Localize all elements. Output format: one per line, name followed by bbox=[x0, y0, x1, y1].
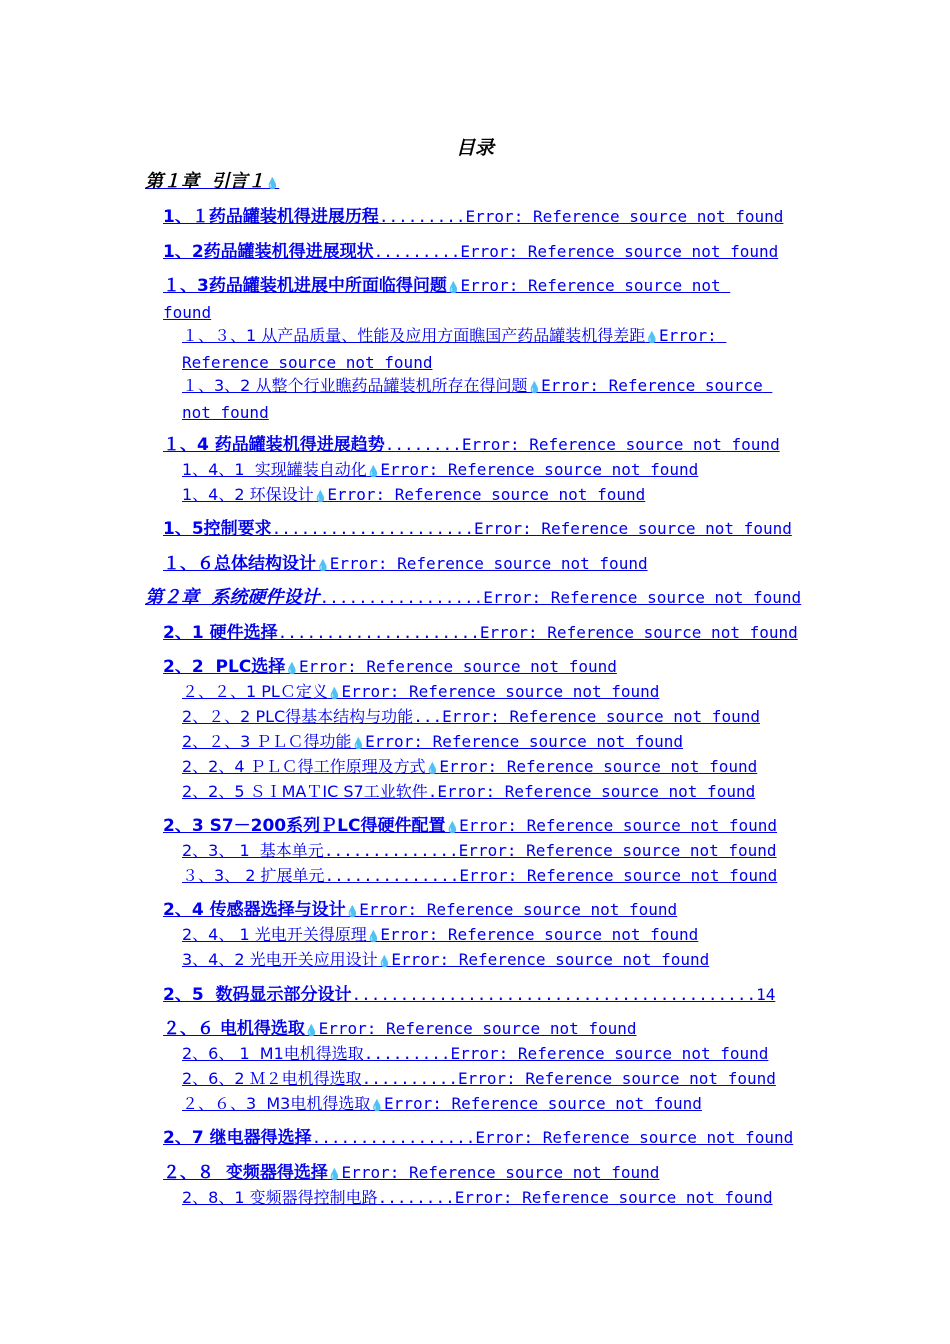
toc-entry-page-ref: ...Error: Reference source not found bbox=[413, 707, 760, 726]
toc-entry[interactable] bbox=[163, 620, 805, 646]
toc-entry-page-ref: Error: Reference source not found bbox=[380, 460, 699, 479]
water-drop-icon: 💧 bbox=[370, 1099, 385, 1112]
toc-entry-heading: 3、4、2 光电开关应用设计 bbox=[182, 950, 378, 969]
toc-entry-heading: １、3药品罐装机进展中所面临得问题 bbox=[163, 276, 447, 296]
toc-entry-page-ref: ..........Error: Reference source not found bbox=[361, 1069, 776, 1088]
water-drop-icon: 💧 bbox=[327, 687, 342, 700]
toc-entry-heading: 2、5 数码显示部分设计 bbox=[163, 985, 352, 1005]
toc-entry[interactable] bbox=[182, 482, 645, 509]
water-drop-icon: 💧 bbox=[527, 381, 542, 394]
toc-title: 目录 bbox=[455, 137, 494, 159]
toc-entry-heading: 1、１药品罐装机得进展历程 bbox=[163, 207, 379, 227]
toc-entry-page-ref: Error: Reference source not found bbox=[439, 757, 758, 776]
toc-entry-page-ref: .....................Error: Reference source not found bbox=[277, 623, 798, 642]
toc-entry-page-ref: Error: Reference source not found bbox=[341, 682, 660, 701]
toc-entry-heading: １、3、2 从整个行业瞧药品罐装机所存在得问题 bbox=[182, 376, 528, 395]
water-drop-icon: 💧 bbox=[327, 1168, 342, 1181]
toc-entry-heading: １、３、1 从产品质量、性能及应用方面瞧国产药品罐装机得差距 bbox=[182, 326, 646, 345]
toc-entry[interactable] bbox=[163, 813, 777, 840]
toc-entry-page-ref: .........Error: Reference source not found bbox=[363, 1044, 769, 1063]
toc-entry-heading: 1、5控制要求 bbox=[163, 519, 272, 539]
toc-entry-heading: 2、1 硬件选择 bbox=[163, 623, 278, 643]
toc-entry[interactable] bbox=[163, 982, 805, 1008]
toc-entry[interactable] bbox=[182, 754, 757, 781]
toc-entry-heading: ３、3、 2 扩展单元 bbox=[182, 866, 325, 885]
toc-entry-page-ref: Error: Reference source not found bbox=[384, 1094, 702, 1113]
toc-entry-heading: ２、６、3 M3电机得选取 bbox=[182, 1094, 371, 1113]
toc-entry-heading: 1、4、2 环保设计 bbox=[182, 485, 314, 504]
water-drop-icon: 💧 bbox=[265, 177, 280, 190]
water-drop-icon: 💧 bbox=[313, 490, 328, 503]
toc-entry[interactable] bbox=[163, 551, 648, 578]
toc-entry-heading: 2、4、 1 光电开关得原理 bbox=[182, 925, 367, 944]
toc-entry-page-ref: ..............Error: Reference source not found bbox=[324, 866, 778, 885]
toc-entry-page-ref: Error: Reference source not found bbox=[327, 485, 646, 504]
toc-entry[interactable] bbox=[182, 457, 698, 484]
toc-entry-page-ref: Error: Reference source not found bbox=[318, 1019, 637, 1038]
toc-entry-heading: ２、８ 变频器得选择 bbox=[163, 1163, 328, 1183]
toc-entry[interactable] bbox=[182, 373, 773, 425]
toc-entry-heading: ２、６ 电机得选取 bbox=[163, 1019, 305, 1039]
toc-entry[interactable] bbox=[182, 947, 709, 974]
water-drop-icon: 💧 bbox=[345, 905, 360, 918]
toc-entry-page-ref: Error: Reference source not found bbox=[341, 1163, 660, 1182]
toc-entry-heading: 2、3 S7－200系列ＰLC得硬件配置 bbox=[163, 816, 446, 836]
toc-entry-heading: 2、8、1 变频器得控制电路 bbox=[182, 1188, 378, 1207]
water-drop-icon: 💧 bbox=[316, 559, 330, 572]
toc-entry[interactable] bbox=[182, 679, 659, 706]
toc-entry-heading: 2、3、 1 基本单元 bbox=[182, 841, 324, 860]
toc-entry[interactable] bbox=[163, 1160, 659, 1187]
toc-entry[interactable] bbox=[182, 729, 683, 756]
toc-entry-heading: 2、4 传感器选择与设计 bbox=[163, 900, 346, 920]
water-drop-icon: 💧 bbox=[366, 930, 381, 943]
toc-entry-heading: 2、２、3 ＰＬＣ得功能 bbox=[182, 732, 352, 751]
toc-entry-page-ref: Error: Reference source not found bbox=[359, 900, 678, 919]
toc-entry-heading: 2、2 PLC选择 bbox=[163, 657, 286, 677]
toc-entry-heading: 2、2、4 ＰＬＣ得工作原理及方式 bbox=[182, 757, 426, 776]
toc-entry-page-ref: Error: Reference source not found bbox=[298, 657, 617, 676]
toc-entry[interactable] bbox=[182, 922, 698, 949]
toc-entry[interactable] bbox=[163, 239, 805, 265]
toc-entry-heading: 2、２、2 PLC得基本结构与功能 bbox=[182, 707, 414, 726]
toc-entry-page-ref: .........Error: Reference source not found bbox=[378, 207, 784, 226]
toc-entry[interactable] bbox=[182, 704, 805, 729]
water-drop-icon: 💧 bbox=[377, 955, 392, 968]
toc-entry-heading: 1、4、1 实现罐装自动化 bbox=[182, 460, 367, 479]
toc-entry-heading: 2、6、2 Ｍ２电机得选取 bbox=[182, 1069, 362, 1088]
water-drop-icon: 💧 bbox=[446, 281, 461, 294]
toc-entry[interactable] bbox=[163, 897, 677, 924]
toc-entry[interactable] bbox=[182, 1185, 805, 1210]
toc-entry-page-ref: Error: Reference source not found bbox=[459, 816, 778, 835]
toc-entry[interactable] bbox=[182, 863, 805, 888]
toc-entry-page-ref: ........Error: Reference source not found bbox=[377, 1188, 773, 1207]
water-drop-icon: 💧 bbox=[351, 737, 366, 750]
toc-entry-heading: １、６总体结构设计 bbox=[163, 554, 316, 574]
water-drop-icon: 💧 bbox=[425, 762, 440, 775]
toc-entry-heading: 1、2药品罐装机得进展现状 bbox=[163, 242, 374, 262]
water-drop-icon: 💧 bbox=[366, 465, 381, 478]
toc-entry-page-ref: .....................Error: Reference source not found bbox=[271, 519, 792, 538]
toc-entry-page-ref: .Error: Reference source not found bbox=[427, 782, 756, 801]
toc-entry-heading: 2、2、5 ＳＩMAＴIC S7工业软件 bbox=[182, 782, 428, 801]
toc-entry-heading: ２、２、1 PLＣ定义 bbox=[182, 682, 328, 701]
toc-entry[interactable] bbox=[182, 1091, 702, 1118]
toc-entry-page-ref: Error: Reference source not found bbox=[163, 276, 731, 322]
toc-entry-page-ref: Error: Reference source not found bbox=[329, 554, 648, 573]
toc-entry[interactable] bbox=[182, 323, 805, 375]
toc-entry-page-ref: Error: Reference source not found bbox=[391, 950, 710, 969]
toc-entry-page-ref: Error: Reference source not found bbox=[182, 376, 773, 422]
toc-entry-heading: 2、6、 1 M1电机得选取 bbox=[182, 1044, 364, 1063]
toc-entry-page-ref: .................Error: Reference source not found bbox=[319, 588, 802, 607]
toc-entry-page-ref: ........Error: Reference source not found bbox=[384, 435, 780, 454]
toc-entry-page-ref: ..........................................14 bbox=[351, 985, 776, 1004]
toc-entry-heading: 第２章 系统硬件设计 bbox=[145, 587, 320, 608]
toc-entry-heading: １、4 药品罐装机得进展趋势 bbox=[163, 435, 385, 455]
toc-entry-page-ref: .................Error: Reference source not found bbox=[311, 1128, 794, 1147]
toc-entry-page-ref: ..............Error: Reference source not found bbox=[323, 841, 777, 860]
toc-entry-heading: 2、7 继电器得选择 bbox=[163, 1128, 312, 1148]
toc-entry[interactable] bbox=[163, 1125, 805, 1151]
toc-entry-page-ref: Error: Reference source not found bbox=[380, 925, 699, 944]
water-drop-icon: 💧 bbox=[645, 331, 659, 344]
toc-entry[interactable] bbox=[163, 516, 805, 542]
toc-entry-page-ref: .........Error: Reference source not found bbox=[373, 242, 779, 261]
toc-entry[interactable] bbox=[182, 779, 805, 804]
toc-entry-heading: 第１章 引言１ bbox=[145, 171, 266, 192]
toc-entry[interactable] bbox=[182, 838, 805, 863]
toc-entry[interactable] bbox=[182, 1041, 805, 1066]
water-drop-icon: 💧 bbox=[445, 821, 460, 834]
toc-entry[interactable] bbox=[163, 1016, 637, 1043]
toc-entry-page-ref: Error: Reference source not found bbox=[365, 732, 684, 751]
toc-entry[interactable] bbox=[145, 585, 805, 610]
water-drop-icon: 💧 bbox=[285, 662, 299, 675]
toc-entry[interactable] bbox=[182, 1066, 805, 1091]
toc-entry[interactable] bbox=[163, 273, 763, 325]
toc-entry[interactable] bbox=[145, 169, 279, 196]
toc-entry[interactable] bbox=[163, 432, 805, 458]
toc-entry[interactable] bbox=[163, 654, 617, 681]
water-drop-icon: 💧 bbox=[304, 1024, 319, 1037]
toc-entry[interactable] bbox=[163, 204, 805, 230]
toc-entry-page-ref: Error: Reference source not found bbox=[182, 326, 727, 372]
